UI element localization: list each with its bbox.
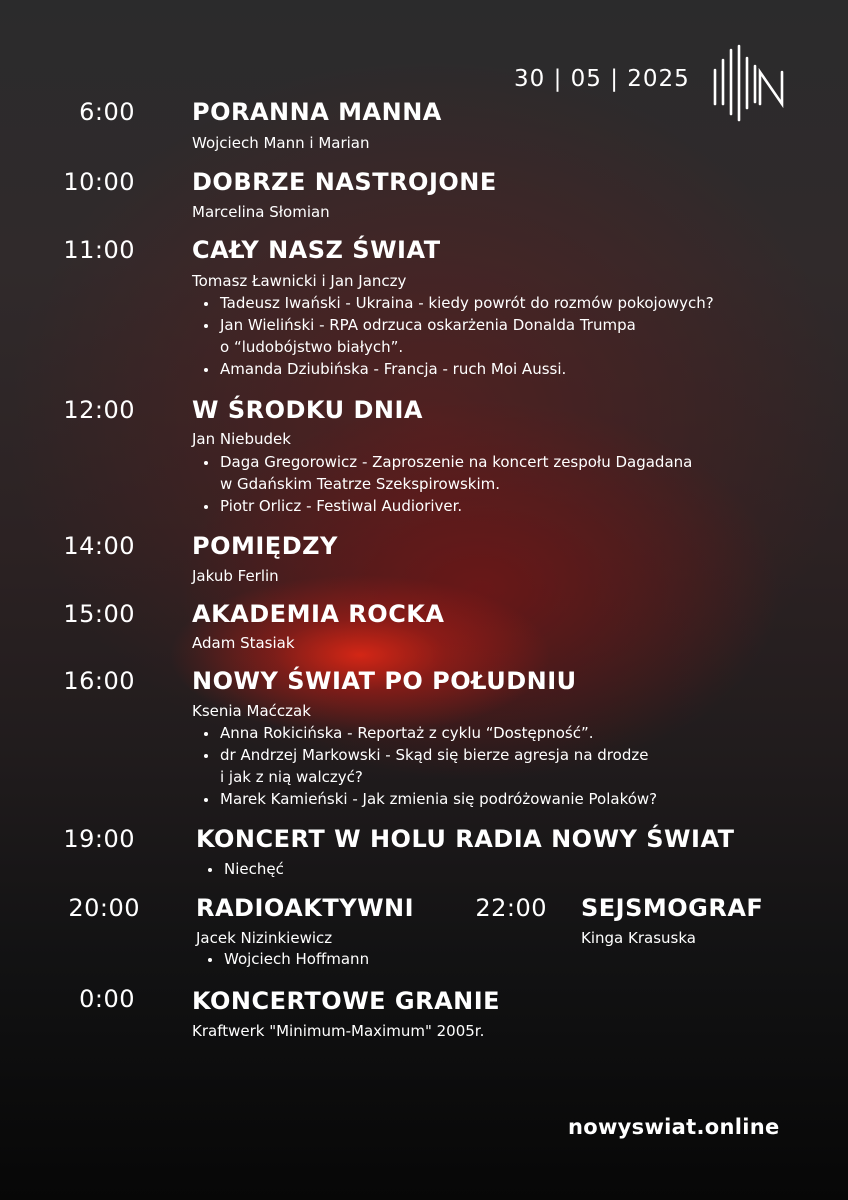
list-item: Tadeusz Iwański - Ukraina - kiedy powrót do rozmów pokojowych? bbox=[202, 292, 714, 314]
slot-title-poranna-manna: PORANNA MANNA bbox=[192, 98, 442, 126]
slot-time-1400: 14:00 bbox=[63, 532, 135, 560]
segment-list-1100 bbox=[202, 292, 714, 380]
slot-host-1000: Marcelina Słomian bbox=[192, 203, 330, 221]
website-link[interactable]: nowyswiat.online bbox=[568, 1115, 780, 1139]
slot-host-2000: Jacek Nizinkiewicz bbox=[196, 929, 333, 947]
slot-host-1200: Jan Niebudek bbox=[192, 430, 291, 448]
broadcast-date: 30 | 05 | 2025 bbox=[514, 66, 690, 92]
list-item: dr Andrzej Markowski - Skąd się bierze agresja na drodze bbox=[202, 744, 657, 766]
slot-title-sejsmograf: SEJSMOGRAF bbox=[581, 894, 764, 922]
slot-host-1400: Jakub Ferlin bbox=[192, 567, 279, 585]
slot-title-w-srodku-dnia: W ŚRODKU DNIA bbox=[192, 396, 423, 424]
list-item: Amanda Dziubińska - Francja - ruch Moi Aussi. bbox=[202, 358, 714, 380]
slot-time-1900: 19:00 bbox=[63, 825, 135, 853]
list-item: Anna Rokicińska - Reportaż z cyklu “Dostępność”. bbox=[202, 722, 657, 744]
slot-title-caly-nasz-swiat: CAŁY NASZ ŚWIAT bbox=[192, 236, 441, 264]
slot-title-akademia-rocka: AKADEMIA ROCKA bbox=[192, 600, 445, 628]
slot-host-1100: Tomasz Ławnicki i Jan Janczy bbox=[192, 272, 407, 290]
list-item-continuation: i jak z nią walczyć? bbox=[220, 768, 363, 786]
list-item: Jan Wieliński - RPA odrzuca oskarżenia Donalda Trumpa bbox=[202, 314, 714, 336]
slot-host-1600: Ksenia Maćczak bbox=[192, 702, 311, 720]
list-item-continuation: w Gdańskim Teatrze Szekspirowskim. bbox=[220, 475, 501, 493]
slot-host-0000: Kraftwerk "Minimum-Maximum" 2005r. bbox=[192, 1022, 485, 1040]
list-item: Marek Kamieński - Jak zmienia się podróżowanie Polaków? bbox=[202, 788, 657, 810]
slot-host-2200: Kinga Krasuska bbox=[581, 929, 696, 947]
slot-time-2200: 22:00 bbox=[475, 894, 547, 922]
slot-time-1200: 12:00 bbox=[63, 396, 135, 424]
slot-time-1000: 10:00 bbox=[63, 168, 135, 196]
slot-host-0600: Wojciech Mann i Marian bbox=[192, 134, 370, 152]
segment-list-1900 bbox=[206, 858, 284, 880]
nowy-swiat-logo-icon bbox=[712, 44, 788, 122]
slot-title-koncert-w-holu: KONCERT W HOLU RADIA NOWY ŚWIAT bbox=[196, 825, 735, 853]
slot-time-1600: 16:00 bbox=[63, 667, 135, 695]
segment-list-2000 bbox=[206, 948, 369, 970]
slot-host-1500: Adam Stasiak bbox=[192, 634, 295, 652]
slot-time-0600: 6:00 bbox=[79, 98, 135, 126]
list-item: Wojciech Hoffmann bbox=[206, 948, 369, 970]
slot-time-1500: 15:00 bbox=[63, 600, 135, 628]
slot-title-pomiedzy: POMIĘDZY bbox=[192, 532, 338, 560]
slot-time-0000: 0:00 bbox=[79, 985, 135, 1013]
slot-title-koncertowe-granie: KONCERTOWE GRANIE bbox=[192, 987, 501, 1015]
segment-list-1600 bbox=[202, 722, 657, 810]
slot-title-radioaktywni: RADIOAKTYWNI bbox=[196, 894, 415, 922]
slot-time-2000: 20:00 bbox=[68, 894, 140, 922]
list-item: Piotr Orlicz - Festiwal Audioriver. bbox=[202, 495, 692, 517]
slot-title-dobrze-nastrojone: DOBRZE NASTROJONE bbox=[192, 168, 497, 196]
list-item-continuation: o “ludobójstwo białych”. bbox=[220, 338, 404, 356]
list-item: Daga Gregorowicz - Zaproszenie na koncert zespołu Dagadana bbox=[202, 451, 692, 473]
list-item: Niechęć bbox=[206, 858, 284, 880]
slot-time-1100: 11:00 bbox=[63, 236, 135, 264]
segment-list-1200 bbox=[202, 451, 692, 517]
slot-title-nowy-swiat-po-poludniu: NOWY ŚWIAT PO POŁUDNIU bbox=[192, 667, 577, 695]
